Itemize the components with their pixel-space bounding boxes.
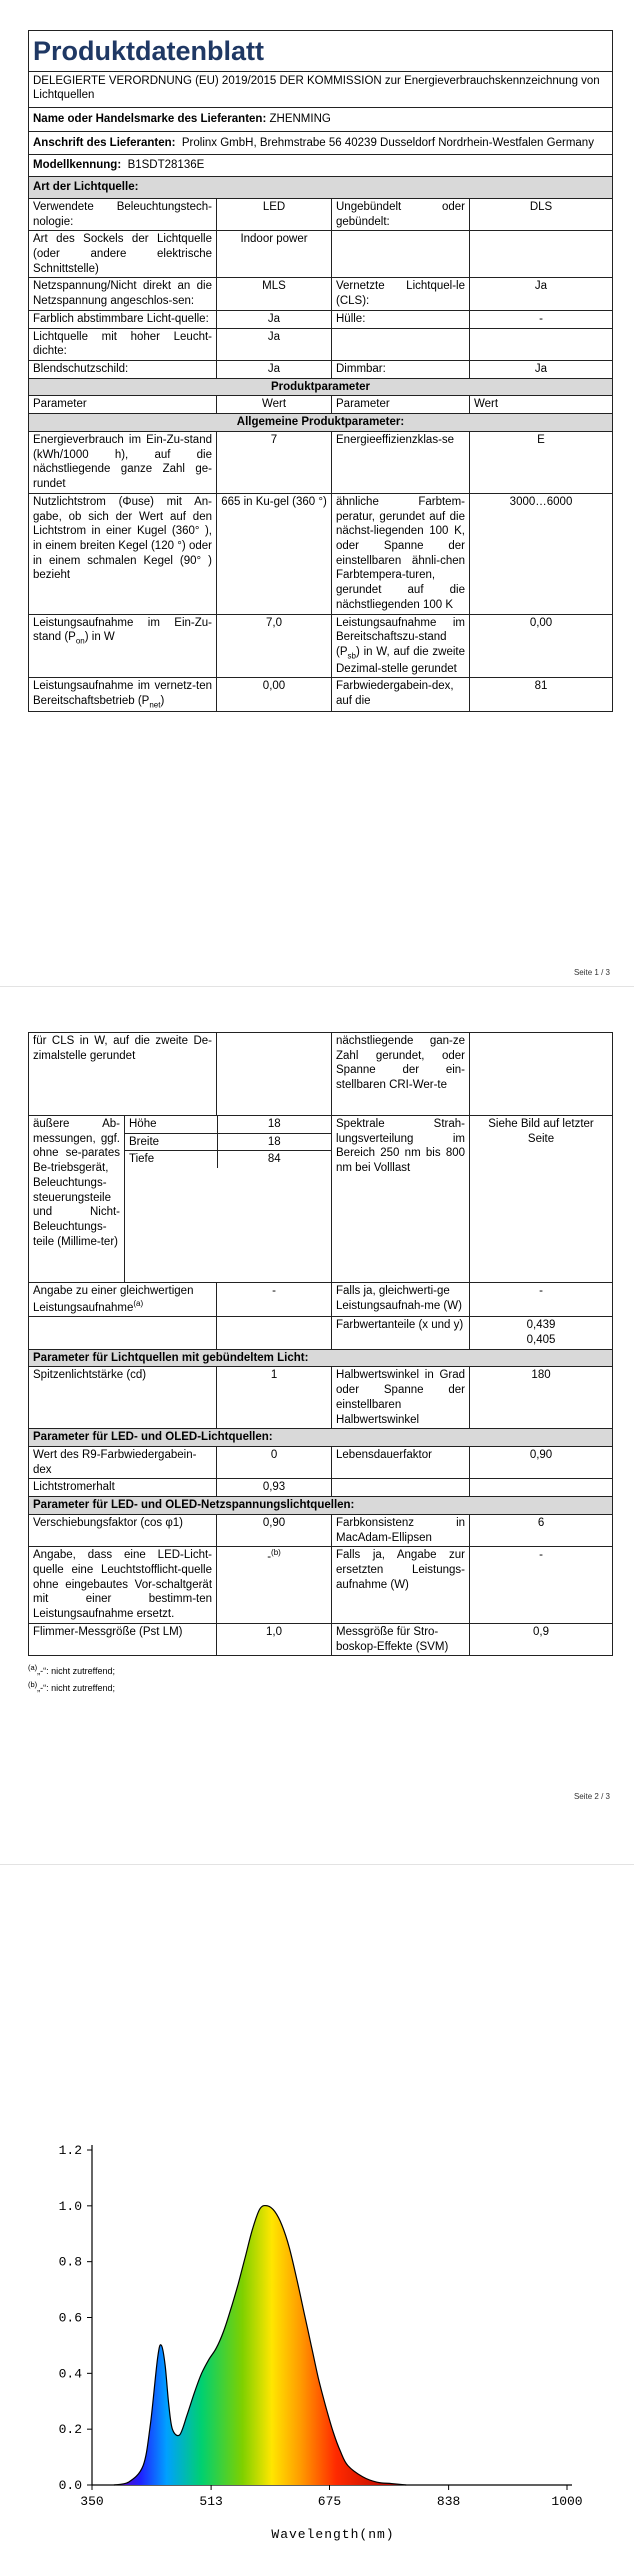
footnote-ref: (a)	[133, 1298, 144, 1308]
cell-label	[332, 614, 470, 678]
dim-depth-value: 84	[217, 1151, 331, 1168]
dim-height-label: Höhe	[125, 1116, 217, 1133]
product-params-header: Produktparameter	[29, 378, 613, 396]
cell-empty	[29, 1317, 217, 1349]
table-row	[29, 1547, 613, 1624]
cell-value: 665 in Ku-gel (360 °)	[217, 493, 332, 614]
table-header-row	[29, 396, 613, 414]
cell-label: für CLS in W, auf die zweite De-zimalstelle gerundet	[29, 1033, 217, 1116]
cell-label: Farbwiedergabein-dex, auf die	[332, 678, 470, 712]
supplier-label: Name oder Handelsmarke des Lieferanten:	[33, 112, 267, 125]
model-label: Modellkennung:	[33, 159, 122, 172]
page-footer: Seite 2 / 3	[573, 1792, 610, 1801]
address-label: Anschrift des Lieferanten:	[33, 136, 176, 149]
cell-value: 0,00	[470, 614, 613, 678]
spectrum-area	[114, 2206, 406, 2485]
cell-label: nächstliegende gan-ze Zahl gerundet, oder Spanne der ein-stellbaren CRI-Wer-te	[332, 1033, 470, 1116]
table-row	[29, 1447, 613, 1479]
footnote-ref: (b)	[271, 1548, 281, 1558]
cell-value: LED	[217, 198, 332, 230]
cell-label: Verwendete Beleuchtungstech-nologie:	[29, 198, 217, 230]
dim-width-value: 18	[217, 1133, 331, 1151]
footnote-text: „-“: nicht zutreffend;	[37, 1666, 116, 1677]
table-row	[29, 678, 613, 712]
text-part: ) in W, auf die zweite Dezimal-stelle gerundet	[336, 645, 465, 675]
cell-label: Angabe, dass eine LED-Licht-quelle eine Leuchtstofflicht-quelle ohne eingebautes Vor-schaltgerät mit einer bestimm-ten Leistungsaufnahme ersetzt.	[29, 1547, 217, 1624]
cell-label: Nutzlichtstrom (Φuse) mit An-gabe, ob sich der Wert auf den Lichtstrom in einer Kugel (360° ), in einem breiten Kegel (120 °) oder in einem schmalen Kegel (90° ) bezieht	[29, 493, 217, 614]
cell-value: 180	[470, 1367, 613, 1429]
cell-label: Farbwertanteile (x und y)	[332, 1317, 470, 1349]
cell-empty	[470, 328, 613, 360]
cell-value: -	[470, 1547, 613, 1624]
cell-label: Farbkonsistenz in MacAdam-Ellipsen	[332, 1514, 470, 1546]
y-tick-label: 0.6	[58, 2310, 82, 2326]
led-section-header: Parameter für LED- und OLED-Lichtquellen:	[29, 1429, 613, 1447]
cell-label: Art des Sockels der Lichtquelle (oder andere elektrische Schnittstelle)	[29, 231, 217, 278]
dim-width-label: Breite	[125, 1133, 217, 1151]
cell-value: Ja	[217, 328, 332, 360]
cell-label: Lichtstromerhalt	[29, 1479, 217, 1497]
cell-empty	[470, 1033, 613, 1116]
datasheet-table-2	[28, 1032, 613, 1656]
cell-value: -	[470, 310, 613, 328]
cell-value: 3000…6000	[470, 493, 613, 614]
cell-label	[29, 614, 217, 678]
cell-label: Spektrale Strah-lungsverteilung im Bereich 250 nm bis 800 nm bei Volllast	[332, 1116, 470, 1283]
cell-label	[29, 1283, 217, 1317]
table-row	[29, 493, 613, 614]
cell-label: Falls ja, gleichwerti-ge Leistungsaufnah-me (W)	[332, 1283, 470, 1317]
cell-label: Wert des R9-Farbwiedergabein-dex	[29, 1447, 217, 1479]
cell-label: Halbwertswinkel in Grad oder Spanne der einstellbaren Halbwertswinkel	[332, 1367, 470, 1429]
text-part: ) in W	[84, 631, 115, 644]
table-row	[29, 1033, 613, 1116]
address-row	[29, 131, 613, 155]
cell-label: Hülle:	[332, 310, 470, 328]
cell-value: 81	[470, 678, 613, 712]
table-row	[29, 361, 613, 379]
column-header: Parameter	[29, 396, 217, 414]
x-tick-label: 675	[317, 2494, 342, 2509]
cell-label: Verschiebungsfaktor (cos φ1)	[29, 1514, 217, 1546]
cell-value: DLS	[470, 198, 613, 230]
cell-label: Falls ja, Angabe zur ersetzten Leistungs-aufnahme (W)	[332, 1547, 470, 1624]
cell-value: Siehe Bild auf letzter Seite	[470, 1116, 613, 1283]
regulation-text: DELEGIERTE VERORDNUNG (EU) 2019/2015 DER KOMMISSION zur Energieverbrauchskennzeichnung von Lichtquellen	[29, 71, 613, 107]
page-2	[0, 987, 634, 1863]
mains-section-header: Parameter für LED- und OLED-Netzspannungslichtquellen:	[29, 1497, 613, 1515]
dimensions-table	[125, 1116, 331, 1168]
address-value: Prolinx GmbH, Brehmstrabe 56 40239 Dusseldorf Nordrhein-Westfalen Germany	[181, 136, 594, 149]
x-tick-label: 350	[80, 2494, 104, 2509]
cell-empty	[470, 1479, 613, 1497]
datasheet-page-2	[28, 1032, 612, 1695]
cell-label: Farblich abstimmbare Licht-quelle:	[29, 310, 217, 328]
table-row	[29, 231, 613, 278]
footnote-b	[28, 1679, 612, 1695]
directional-section-header: Parameter für Lichtquellen mit gebündeltem Licht:	[29, 1349, 613, 1367]
cell-value: 0,93	[217, 1479, 332, 1497]
text-part: Leistungsaufnahme im Ein-Zu-stand (P	[33, 616, 212, 644]
chromaticity-x: 0,439	[526, 1319, 556, 1332]
cell-value: Ja	[470, 278, 613, 310]
footnote-mark: (b)	[28, 1679, 38, 1689]
cell-label: ähnliche Farbtem-peratur, gerundet auf die nächst-liegenden 100 K, oder Spanne der einstellbaren ähnli-chen Farbtempera-turen, gerundet auf die nächstliegenden 100 K	[332, 493, 470, 614]
x-tick-label: 513	[199, 2494, 223, 2509]
table-row	[29, 1367, 613, 1429]
cell-value: 1	[217, 1367, 332, 1429]
text-part: Angabe zu einer gleichwertigen Leistungsaufnahme	[33, 1285, 194, 1314]
footnote-mark: (a)	[28, 1663, 38, 1673]
cell-empty	[332, 1479, 470, 1497]
cell-value: 7	[217, 431, 332, 493]
text-part: -	[267, 1551, 272, 1564]
x-tick-label: 1000	[551, 2494, 583, 2509]
cell-label: Vernetzte Lichtquel-le (CLS):	[332, 278, 470, 310]
y-tick-label: 0.0	[58, 2478, 82, 2493]
chromaticity-y: 0,405	[526, 1333, 556, 1346]
table-row	[29, 431, 613, 493]
cell-empty	[217, 1317, 332, 1349]
dimensions-cell	[125, 1116, 332, 1283]
cell-label: Ungebündelt oder gebündelt:	[332, 198, 470, 230]
cell-value: 6	[470, 1514, 613, 1546]
general-params-header: Allgemeine Produktparameter:	[29, 414, 613, 432]
cell-label: Netzspannung/Nicht direkt an die Netzspannung angeschlos-sen:	[29, 278, 217, 310]
cell-empty	[217, 1033, 332, 1116]
cell-label: Energieeffizienzklas-se	[332, 431, 470, 493]
spectrum-chart	[0, 1865, 634, 2555]
cell-value: MLS	[217, 278, 332, 310]
dimensions-label: äußere Ab-messungen, ggf. ohne se-parates Be-triebsgerät, Beleuchtungs-steuerungsteile und Nicht-Beleuchtungs-teile (Millime-ter)	[29, 1116, 125, 1283]
cell-value: Indoor power	[217, 231, 332, 278]
subscript: net	[149, 700, 161, 710]
y-tick-label: 0.4	[58, 2366, 82, 2382]
subscript: sb	[347, 651, 356, 661]
dimensions-row	[29, 1116, 613, 1283]
footnote-a	[28, 1662, 612, 1678]
table-row	[29, 1514, 613, 1546]
cell-label: Dimmbar:	[332, 361, 470, 379]
table-row	[29, 1479, 613, 1497]
cell-value: 7,0	[217, 614, 332, 678]
table-row	[29, 198, 613, 230]
table-row	[29, 278, 613, 310]
cell-value: 0,9	[470, 1623, 613, 1655]
footnotes	[28, 1662, 612, 1695]
table-row	[29, 1317, 613, 1349]
cell-label	[29, 678, 217, 712]
light-source-type-header: Art der Lichtquelle:	[29, 177, 613, 199]
cell-label: Lebensdauerfaktor	[332, 1447, 470, 1479]
cell-value: Ja	[470, 361, 613, 379]
cell-value: 0,90	[470, 1447, 613, 1479]
text-part: Leistungsaufnahme im vernetz-ten Bereitschaftsbetrieb (P	[33, 680, 212, 707]
cell-value	[470, 1317, 613, 1349]
cell-empty	[470, 231, 613, 278]
x-tick-label: 838	[436, 2494, 461, 2509]
cell-value: 0,00	[217, 678, 332, 712]
table-row	[29, 328, 613, 360]
cell-value: E	[470, 431, 613, 493]
cell-empty	[332, 231, 470, 278]
page-1	[0, 0, 634, 985]
cell-value	[217, 1547, 332, 1624]
model-value: B1SDT28136E	[127, 159, 205, 172]
column-header: Parameter	[332, 396, 470, 414]
supplier-value: ZHENMING	[269, 112, 331, 125]
subscript: on	[75, 636, 85, 646]
cell-value: 0,90	[217, 1514, 332, 1546]
cell-value: -	[217, 1283, 332, 1317]
datasheet-page-1	[28, 30, 612, 712]
y-tick-label: 0.8	[58, 2254, 82, 2270]
cell-label: Flimmer-Messgröße (Pst LM)	[29, 1623, 217, 1655]
column-header: Wert	[470, 396, 613, 414]
cell-empty	[332, 328, 470, 360]
dim-height-value: 18	[217, 1116, 331, 1133]
text-part: Leistungsaufnahme im Bereitschaftszu-stand (P	[336, 616, 465, 658]
cell-value: 1,0	[217, 1623, 332, 1655]
page-footer: Seite 1 / 3	[573, 968, 610, 977]
cell-value: Ja	[217, 310, 332, 328]
datasheet-table-1	[28, 30, 613, 712]
cell-label: Lichtquelle mit hoher Leucht-dichte:	[29, 328, 217, 360]
supplier-row	[29, 107, 613, 131]
cell-value: Ja	[217, 361, 332, 379]
cell-label: Blendschutzschild:	[29, 361, 217, 379]
text-part: )	[160, 694, 165, 707]
table-row	[29, 1623, 613, 1655]
cell-value: 0	[217, 1447, 332, 1479]
y-tick-label: 0.2	[58, 2422, 82, 2438]
cell-label: Energieverbrauch im Ein-Zu-stand (kWh/1000 h), auf die nächstliegende ganze Zahl ge-rundet	[29, 431, 217, 493]
table-row	[29, 1283, 613, 1317]
column-header: Wert	[217, 396, 332, 414]
footnote-text: „-“: nicht zutreffend;	[37, 1682, 116, 1693]
y-tick-label: 1.2	[58, 2143, 82, 2158]
y-tick-label: 1.0	[58, 2198, 82, 2214]
table-row	[29, 310, 613, 328]
page-title: Produktdatenblatt	[29, 31, 613, 72]
table-row	[29, 614, 613, 678]
cell-value: -	[470, 1283, 613, 1317]
cell-label: Spitzenlichtstärke (cd)	[29, 1367, 217, 1429]
x-axis-label: Wavelength(nm)	[271, 2527, 395, 2542]
model-row	[29, 155, 613, 177]
page-3	[0, 1865, 634, 2560]
dim-depth-label: Tiefe	[125, 1151, 217, 1168]
cell-label: Messgröße für Stro-boskop-Effekte (SVM)	[332, 1623, 470, 1655]
